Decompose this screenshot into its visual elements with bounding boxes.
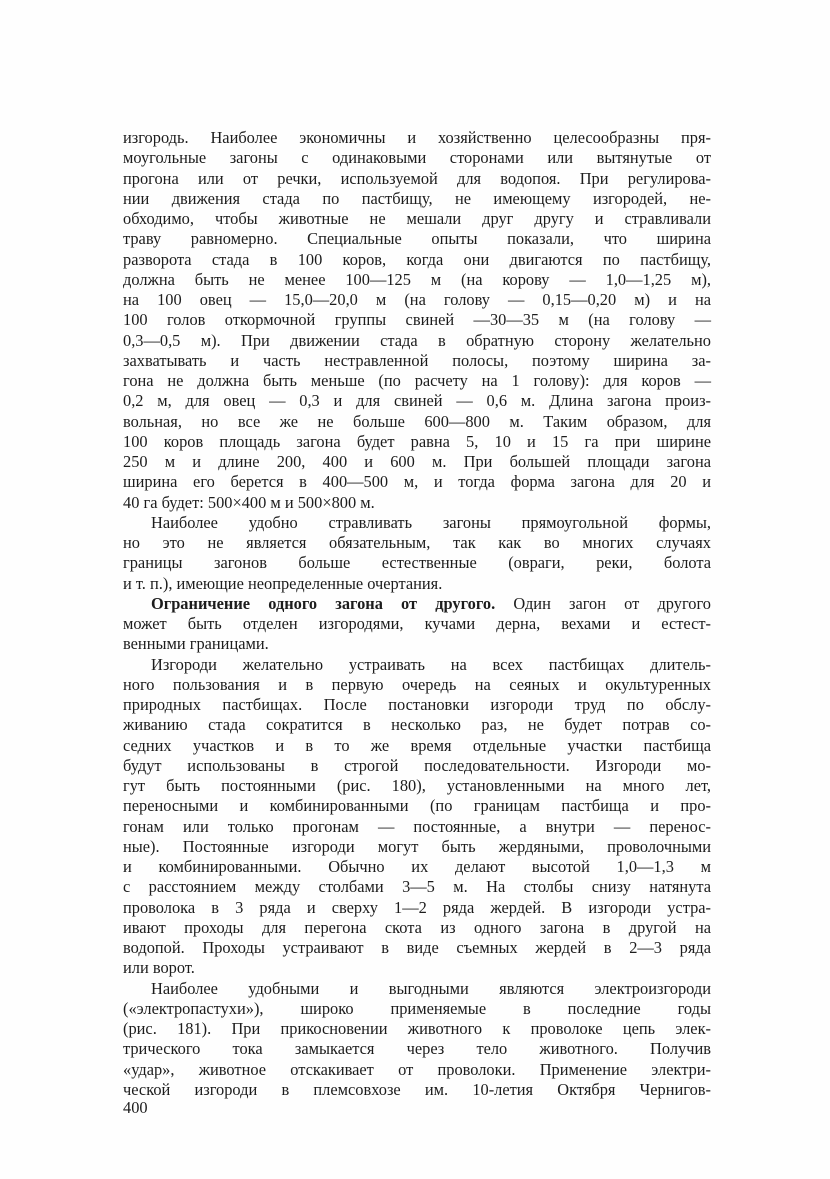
text-line: ного пользования и в первую очередь на сеяных и окультуренных [123,674,711,694]
text-line: но это не является обязательным, так как во многих случаях [123,533,711,552]
text-line: с расстоянием между столбами 3—5 м. На столбы снизу натянута [123,877,711,897]
body-text [123,128,711,1100]
text-line: 100 голов откормочной группы свиней —30—35 м (на голову — [123,310,711,330]
text-line: ческой изгороди в племсовхозе им. 10-летия Октября Чернигов- [123,1079,711,1099]
text-run: Один загон от другого [495,593,711,613]
text-line: нии движения стада по пастбищу, не имеющему изгородей, не- [123,188,711,208]
text-line: гут быть постоянными (рис. 180), установленными на много лет, [123,776,711,795]
text-line [123,594,711,614]
text-line: гона не должна быть меньше (по расчету на 1 голову): для коров — [123,371,711,390]
text-line: обходимо, чтобы животные не мешали друг другу и стравливали [123,209,711,228]
text-line: прогона или от речки, используемой для водопоя. При регулирова- [123,168,711,188]
text-line: (рис. 181). При прикосновении животного к проволоке цепь элек- [123,1019,711,1038]
text-line: ные). Постоянные изгороди могут быть жердяными, проволочными [123,836,711,856]
text-line: или ворот. [123,958,195,978]
text-line: 0,3—0,5 м). При движении стада в обратную сторону желательно [123,330,711,350]
text-line: траву равномерно. Специальные опыты показали, что ширина [123,229,711,249]
page-number: 400 [123,1098,148,1117]
text-line: и комбинированными. Обычно их делают высотой 1,0—1,3 м [123,857,711,876]
text-line: вольная, но все же не больше 600—800 м. Таким образом, для [123,411,711,431]
text-line: («электропастухи»), широко применяемые в последние годы [123,998,711,1018]
text-line: гонам или только прогонам — постоянные, а внутри — перенос- [123,816,711,836]
text-line: на 100 овец — 15,0—20,0 м (на голову — 0,15—0,20 м) и на [123,290,711,309]
text-line: ширина его берется в 400—500 м, и тогда форма загона для 20 и [123,472,711,492]
text-line: может быть отделен изгородями, кучами дерна, вехами и естест- [123,614,711,633]
text-line: живанию стада сократится в несколько раз, не будет потрав со- [123,715,711,735]
text-line: Наиболее удобными и выгодными являются электроизгороди [151,978,711,998]
text-line: водопой. Проходы устраивают в виде съемных жердей в 2—3 ряда [123,938,711,957]
text-line: Изгороди желательно устраивать на всех пастбищах длитель- [151,654,711,674]
text-line: седних участков и в то же время отдельные участки пастбища [123,735,711,755]
text-line: венными границами. [123,634,269,654]
text-line: изгородь. Наиболее экономичны и хозяйственно целесообразны пря- [123,128,711,147]
text-line: будут использованы в строгой последовательности. Изгороди мо- [123,755,711,775]
text-line: 250 м и длине 200, 400 и 600 м. При большей площади загона [123,452,711,471]
text-line: и т. п.), имеющие неопределенные очертания. [123,573,443,593]
text-line: 100 коров площадь загона будет равна 5, 10 и 15 га при ширине [123,431,711,451]
text-line: моугольные загоны с одинаковыми сторонами или вытянутые от [123,148,711,168]
text-line: природных пастбищах. После постановки изгороди труд по обслу- [123,695,711,714]
text-line: «удар», животное отскакивает от проволоки. Применение электри- [123,1059,711,1079]
text-line: переносными и комбинированными (по границам пастбища и про- [123,796,711,816]
text-line: ивают проходы для перегона скота из одного загона в другой на [123,917,711,937]
text-line: захватывать и часть нестравленной полосы, поэтому ширина за- [123,350,711,370]
text-line: 40 га будет: 500×400 м и 500×800 м. [123,492,375,512]
text-line: разворота стада в 100 коров, когда они двигаются по пастбищу, [123,249,711,269]
text-line: 0,2 м, для овец — 0,3 и для свиней — 0,6 м. Длина загона произ- [123,391,711,411]
text-line: трического тока замыкается через тело животного. Получив [123,1039,711,1059]
section-heading: Ограничение одного загона от другого. [151,593,496,613]
text-line: проволока в 3 ряда и сверху 1—2 ряда жердей. В изгороди устра- [123,897,711,917]
text-line: Наиболее удобно стравливать загоны прямоугольной формы, [151,512,711,532]
text-line: границы загонов больше естественные (овраги, реки, болота [123,553,711,573]
text-line: должна быть не менее 100—125 м (на корову — 1,0—1,25 м), [123,269,711,289]
